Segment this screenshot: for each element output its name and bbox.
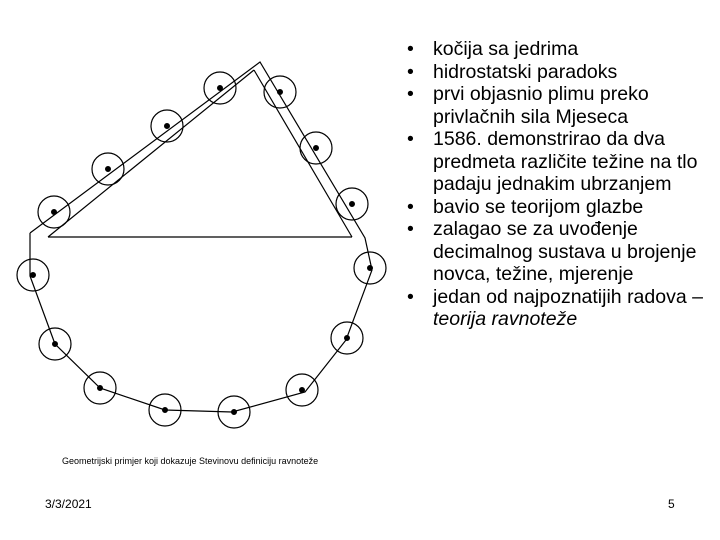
triangle-right-side [254,70,352,237]
bullet-text: kočija sa jedrima [433,38,579,60]
stevin-chain-diagram [0,0,400,440]
bullet-text: jedan od najpoznatijih radova – [433,285,703,308]
chain-bead [39,328,71,360]
chain-bead [264,76,296,108]
figure-caption: Geometrijski primjer koji dokazuje Stevinovu definiciju ravnoteže [62,456,319,466]
chain-bead [151,110,183,142]
bullet-list [406,38,716,331]
bullet-emphasis: teorija ravnoteže [433,308,578,330]
chain-bead [354,252,386,284]
chain-bead [331,322,363,354]
bullet-item [406,196,716,219]
bullet-item [406,83,716,128]
bullet-text: hidrostatski paradoks [433,60,618,83]
bullet-item [406,286,716,331]
chain-bead [300,132,332,164]
chain-bead [17,259,49,291]
chain-bead [92,153,124,185]
page-number: 5 [668,497,675,511]
bullet-text: prvi objasnio plimu preko privlačnih sila Mjeseca [433,83,649,128]
bullet-item [406,38,716,61]
triangle-left-side [48,70,254,237]
chain-bead [38,196,70,228]
bullet-text: 1586. demonstrirao da dva predmeta različite težine na tlo padaju jednakim ubrzanjem [433,128,698,195]
bullet-item [406,218,716,286]
bullet-item [406,128,716,196]
chain-bead [286,374,318,406]
bullet-text: zalagao se za uvođenje decimalnog sustava u brojenje novca, težine, mjerenje [433,218,697,285]
chain-bead [84,372,116,404]
bullet-text: bavio se teorijom glazbe [433,195,644,218]
slide-date: 3/3/2021 [45,497,92,511]
bullet-item [406,61,716,84]
